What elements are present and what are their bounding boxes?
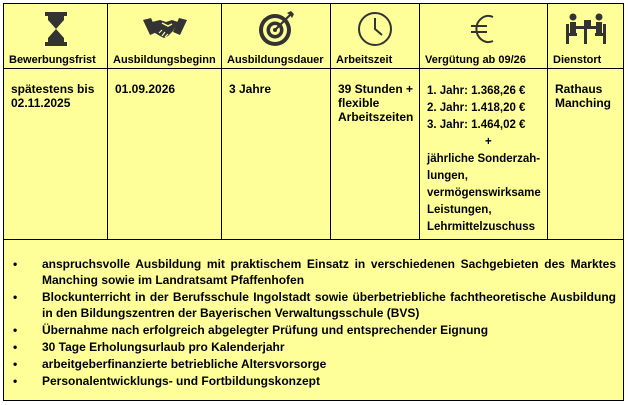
header-ausbildungsdauer: Ausbildungsdauer [227, 54, 324, 66]
handshake-icon [108, 10, 221, 48]
bullet-icon: • [13, 257, 18, 271]
euro-icon [420, 10, 547, 48]
bullet-icon: • [13, 357, 18, 371]
header-dienstort: Dienstort [553, 54, 602, 66]
column-bewerbungsfrist [4, 4, 108, 239]
value-ausbildungsdauer: 3 Jahre [229, 82, 272, 96]
value-arbeitszeit: 39 Stunden + flexible Arbeitszeiten [338, 82, 414, 124]
column-dienstort [548, 4, 624, 239]
bullet-icon: • [13, 290, 18, 304]
column-ausbildungsdauer [222, 4, 331, 239]
office-desk-icon [548, 10, 624, 48]
bullet-icon: • [13, 374, 18, 388]
benefits-list [4, 256, 624, 390]
column-verguetung [420, 4, 548, 239]
list-item: • 30 Tage Erholungsurlaub pro Kalenderjahr [13, 340, 285, 354]
header-verguetung: Vergütung ab 09/26 [425, 54, 526, 66]
value-bewerbungsfrist: spätestens bis 02.11.2025 [11, 82, 95, 110]
value-dienstort: Rathaus Manching [555, 82, 611, 110]
value-ausbildungsbeginn: 01.09.2026 [115, 82, 176, 96]
header-bewerbungsfrist: Bewerbungsfrist [9, 54, 96, 66]
header-divider [4, 68, 623, 69]
bullet-icon: • [13, 340, 18, 354]
list-item: • Personalentwicklungs- und Fortbildungskonzept [13, 374, 321, 388]
list-item: • anspruchsvolle Ausbildung mit praktischem Einsatz in verschiedenen Sachgebieten des Marktes Manching sowie im Landratsamt Pfaffenhofen [13, 257, 616, 287]
header-ausbildungsbeginn: Ausbildungsbeginn [113, 54, 216, 66]
column-arbeitszeit [331, 4, 420, 239]
list-item: • Übernahme nach erfolgreich abgelegter Prüfung und entsprechender Eignung [13, 323, 489, 337]
list-item: • arbeitgeberfinanzierte betriebliche Altersvorsorge [13, 357, 327, 371]
target-icon [222, 10, 330, 48]
value-verguetung: 1. Jahr: 1.368,26 € 2. Jahr: 1.418,20 € 3. Jahr: 1.464,02 € + jährliche Sonderzah- lungen, vermögenswirksame Leistungen, Lehrmittelzuschuss [427, 85, 541, 233]
info-table [3, 3, 624, 401]
header-arbeitszeit: Arbeitszeit [336, 54, 393, 66]
list-item: • Blockunterricht in der Berufsschule Ingolstadt sowie überbetriebliche fachtheoretische Ausbildung in den Bildungszentren der Bayerischen Verwaltungsschule (BVS) [13, 290, 616, 320]
hourglass-icon [4, 10, 107, 48]
bullet-icon: • [13, 323, 18, 337]
clock-icon [331, 10, 419, 48]
section-divider [4, 239, 623, 240]
column-ausbildungsbeginn [108, 4, 222, 239]
